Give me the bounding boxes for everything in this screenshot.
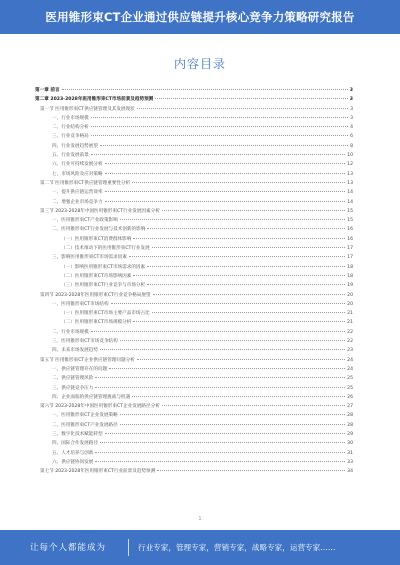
- toc-entry-title: 七、市场风险及应对策略: [52, 171, 103, 177]
- toc-entry[interactable]: [35, 309, 353, 318]
- toc-entry-title: 第一章 前言: [35, 88, 60, 93]
- toc-entry-page: 13: [347, 171, 353, 177]
- toc-leader-dots: [162, 210, 345, 211]
- toc-entry-title: 一、行业市场规模: [52, 115, 89, 121]
- toc-leader-dots: [100, 442, 345, 443]
- toc-entry[interactable]: [35, 458, 353, 467]
- toc-entry[interactable]: [35, 142, 353, 151]
- toc-entry-title: 四、未来市场发展趋势: [52, 348, 98, 354]
- toc-entry-title: 三、供应链竞争压力: [52, 385, 94, 391]
- toc-entry[interactable]: [35, 151, 353, 160]
- toc-entry-title: （三）医用锥形束CT行业竞争与市场分析: [61, 283, 146, 289]
- toc-entry[interactable]: [35, 421, 353, 430]
- toc-entry[interactable]: [35, 318, 353, 327]
- toc-entry-page: 15: [347, 208, 353, 214]
- toc-entry-page: 20: [347, 301, 353, 307]
- toc-entry-page: 19: [347, 283, 353, 289]
- toc-entry-page: 6: [350, 134, 353, 140]
- toc-leader-dots: [133, 321, 345, 322]
- toc-entry[interactable]: [35, 95, 353, 104]
- toc-entry-title: 第二节 医用锥形束CT供应链管理重要性分析: [40, 180, 131, 186]
- toc-leader-dots: [132, 182, 345, 183]
- toc-heading: 内容目录: [173, 57, 226, 71]
- toc-entry-page: 3: [350, 106, 353, 112]
- toc-entry-page: 34: [347, 469, 353, 475]
- toc-leader-dots: [91, 117, 348, 118]
- toc-leader-dots: [91, 126, 348, 127]
- toc-leader-dots: [162, 405, 345, 406]
- toc-entry[interactable]: [35, 449, 353, 458]
- toc-entry-page: 28: [347, 422, 353, 428]
- toc-entry-title: 二、医用锥形束CT行业发展与技术创新的影响: [52, 227, 146, 233]
- toc-entry[interactable]: [35, 188, 353, 197]
- toc-entry-title: 二、供应链管理风险: [52, 376, 94, 382]
- toc-entry[interactable]: [35, 402, 353, 411]
- toc-entry[interactable]: [35, 365, 353, 374]
- toc-leader-dots: [120, 424, 345, 425]
- toc-entry-page: 16: [347, 227, 353, 233]
- toc-leader-dots: [147, 228, 345, 229]
- toc-entry-page: 8: [350, 143, 353, 149]
- toc-leader-dots: [137, 108, 348, 109]
- toc-leader-dots: [105, 191, 346, 192]
- toc-entry-title: （一）影响医用锥形束CT市场需求的因素: [61, 264, 146, 270]
- toc-entry[interactable]: [35, 263, 353, 272]
- toc-entry[interactable]: [35, 225, 353, 234]
- toc-entry-title: 四、行业发展趋势展望: [52, 143, 98, 149]
- toc-leader-dots: [152, 312, 345, 313]
- toc-entry-page: 26: [347, 394, 353, 400]
- toc-leader-dots: [105, 163, 346, 164]
- toc-entry-page: 28: [347, 413, 353, 419]
- toc-leader-dots: [95, 452, 345, 453]
- toc-leader-dots: [91, 154, 345, 155]
- toc-leader-dots: [137, 359, 345, 360]
- toc-entry-title: 二、行业市场规模: [52, 329, 89, 335]
- toc-entry[interactable]: [35, 272, 353, 281]
- toc-leader-dots: [120, 219, 345, 220]
- toc-leader-dots: [95, 461, 345, 462]
- toc-entry[interactable]: [35, 374, 353, 383]
- toc-entry-title: （二）医用锥形束CT市场影响因素: [61, 273, 132, 279]
- toc-entry[interactable]: [35, 467, 353, 476]
- toc-entry-page: 14: [347, 199, 353, 205]
- toc-entry-title: 一、医用锥形束CT市场结构: [52, 301, 109, 307]
- toc-entry-title: 第五节 医用锥形束CT企业供应链管理问题分析: [40, 357, 135, 363]
- toc-entry-page: 22: [347, 329, 353, 335]
- toc-leader-dots: [120, 340, 345, 341]
- toc-entry-title: 二、增强企业市场竞争力: [52, 199, 103, 205]
- toc-entry-title: （一）医用锥形束CT市场主要产品市场占比: [61, 311, 150, 317]
- toc-entry-title: 六、行业可持续发展分析: [52, 162, 103, 168]
- toc-entry[interactable]: [35, 216, 353, 225]
- toc-entry-title: 五、行业发展前景: [52, 153, 89, 159]
- toc-leader-dots: [147, 266, 345, 267]
- footer-tagline: 行业专家，管理专家，营销专家，战略专家，运营专家……: [138, 543, 336, 552]
- toc-entry-title: 二、行业结构分析: [52, 125, 89, 131]
- toc-entry-page: 16: [347, 236, 353, 242]
- toc-entry[interactable]: [35, 337, 353, 346]
- toc-leader-dots: [147, 284, 345, 285]
- toc-leader-dots: [129, 256, 345, 257]
- toc-entry-page: 31: [347, 450, 353, 456]
- toc-entry-page: 12: [347, 162, 353, 168]
- toc-leader-dots: [153, 294, 346, 295]
- toc-entry-title: 四、国际合作发展路径: [52, 441, 98, 447]
- toc-entry-title: 第六节 2023-2028年中国医用锥形束CT企业发展路径分析: [40, 404, 160, 410]
- toc-entry-title: 三、数字化技术赋能转型: [52, 431, 103, 437]
- toc-entry-page: 3: [349, 97, 353, 103]
- toc-entry-page: 20: [347, 292, 353, 298]
- toc-entry[interactable]: [35, 198, 353, 207]
- toc-entry-title: 第七节 2023-2028年医用锥形束CT行业前景及趋势预测: [40, 469, 156, 475]
- toc-entry-title: 四、企业面临的供应链管理挑战与机遇: [52, 394, 131, 400]
- toc-leader-dots: [100, 349, 345, 350]
- toc-entry-page: 27: [347, 404, 353, 410]
- toc-leader-dots: [105, 173, 346, 174]
- toc-entry-page: 17: [347, 255, 353, 261]
- page-number: 1: [198, 516, 202, 522]
- toc-leader-dots: [105, 201, 346, 202]
- toc-entry-title: 一、医用锥形束CT产业政策影响: [52, 218, 118, 224]
- toc-entry[interactable]: [35, 300, 353, 309]
- footer-divider: [128, 539, 129, 556]
- toc-leader-dots: [91, 135, 348, 136]
- toc-entry-page: 24: [347, 366, 353, 372]
- toc-entry[interactable]: [35, 86, 353, 95]
- toc-leader-dots: [132, 396, 345, 397]
- toc-leader-dots: [133, 238, 345, 239]
- toc-leader-dots: [152, 247, 345, 248]
- toc-entry-title: 六、供应链协同发展: [52, 459, 94, 465]
- footer-bar: [0, 530, 400, 565]
- toc-entry[interactable]: [35, 356, 353, 365]
- toc-entry-page: 30: [347, 441, 353, 447]
- toc-entry-page: 10: [347, 153, 353, 159]
- toc-leader-dots: [111, 303, 346, 304]
- toc-entry[interactable]: [35, 291, 353, 300]
- toc-leader-dots: [155, 98, 348, 99]
- toc-entry-title: 一、医用锥形束CT企业发展策略: [52, 413, 118, 419]
- toc-entry-title: 第二章 2023-2028年医用锥形束CT市场前景及趋势预测: [35, 97, 154, 103]
- toc-entry-page: 3: [350, 115, 353, 121]
- toc-entry-page: 33: [347, 459, 353, 465]
- toc-entry-title: 一、供应链管理存在的问题: [52, 366, 108, 372]
- toc-entry[interactable]: [35, 281, 353, 290]
- toc-leader-dots: [105, 433, 346, 434]
- footer-slogan: 让每个人都能成为: [30, 543, 107, 553]
- toc-leader-dots: [62, 89, 348, 90]
- toc-entry[interactable]: [35, 132, 353, 141]
- toc-entry[interactable]: [35, 114, 353, 123]
- toc-leader-dots: [91, 331, 345, 332]
- toc-entry[interactable]: [35, 105, 353, 114]
- report-title: 医用锥形束CT企业通过供应链提升核心竞争力策略研究报告: [45, 10, 355, 24]
- toc-entry[interactable]: [35, 384, 353, 393]
- toc-entry-page: 25: [347, 385, 353, 391]
- toc-entry[interactable]: [35, 123, 353, 132]
- toc-entry[interactable]: [35, 244, 353, 253]
- toc-entry-page: 18: [347, 273, 353, 279]
- toc-entry-title: 五、人才培养与创新: [52, 450, 94, 456]
- toc-entry-page: 15: [347, 218, 353, 224]
- toc-entry-page: 22: [347, 339, 353, 345]
- toc-entry-title: 三、行业竞争格局: [52, 134, 89, 140]
- toc-entry-page: 18: [347, 264, 353, 270]
- toc-entry[interactable]: [35, 328, 353, 337]
- toc-leader-dots: [109, 368, 345, 369]
- toc-entry-page: 14: [347, 190, 353, 196]
- toc-leader-dots: [95, 387, 345, 388]
- toc-entry-title: （二）医用锥形束CT市场规模分析: [61, 320, 132, 326]
- toc-entry-page: 24: [347, 357, 353, 363]
- toc-entry[interactable]: [35, 235, 353, 244]
- table-of-contents: [35, 86, 353, 476]
- toc-entry-title: 二、医用锥形束CT产业发展路径: [52, 422, 118, 428]
- toc-entry[interactable]: [35, 439, 353, 448]
- toc-entry-page: 25: [347, 376, 353, 382]
- toc-entry-title: 一、提升供应链运营效率: [52, 190, 103, 196]
- toc-entry-title: 第一节 医用锥形束CT供应链管理及其发展现状: [40, 106, 135, 112]
- toc-entry-page: 3: [349, 88, 353, 93]
- toc-entry[interactable]: [35, 430, 353, 439]
- toc-entry[interactable]: [35, 411, 353, 420]
- toc-leader-dots: [133, 275, 345, 276]
- toc-leader-dots: [100, 145, 348, 146]
- toc-entry-page: 21: [347, 311, 353, 317]
- toc-entry-page: 4: [350, 125, 353, 131]
- toc-entry-title: 三、影响医用锥形束CT市场需求因素: [52, 255, 127, 261]
- toc-entry[interactable]: [35, 393, 353, 402]
- toc-leader-dots: [157, 470, 345, 471]
- toc-entry[interactable]: [35, 207, 353, 216]
- toc-leader-dots: [120, 414, 345, 415]
- toc-entry[interactable]: [35, 179, 353, 188]
- toc-entry-page: 13: [347, 180, 353, 186]
- toc-entry-page: 29: [347, 431, 353, 437]
- report-header-bar: [0, 0, 400, 34]
- toc-entry[interactable]: [35, 346, 353, 355]
- toc-entry[interactable]: [35, 160, 353, 169]
- toc-entry-title: 三、医用锥形束CT市场竞争结构: [52, 339, 118, 345]
- toc-entry-title: 第四节 2023-2028年医用锥形束CT行业竞争格局展望: [40, 292, 151, 298]
- toc-entry-page: 21: [347, 320, 353, 326]
- toc-entry-title: 第三节 2023-2028年中国医用锥形束CT行业发展因素分析: [40, 208, 160, 214]
- toc-leader-dots: [95, 377, 345, 378]
- toc-entry-title: （二）技术推动下的医用锥形束CT行业发展: [61, 246, 150, 252]
- toc-entry-title: （一）医用锥形束CT消费群体影响: [61, 236, 132, 242]
- toc-entry[interactable]: [35, 253, 353, 262]
- toc-entry-page: 17: [347, 246, 353, 252]
- toc-entry[interactable]: [35, 170, 353, 179]
- toc-entry-page: 23: [347, 348, 353, 354]
